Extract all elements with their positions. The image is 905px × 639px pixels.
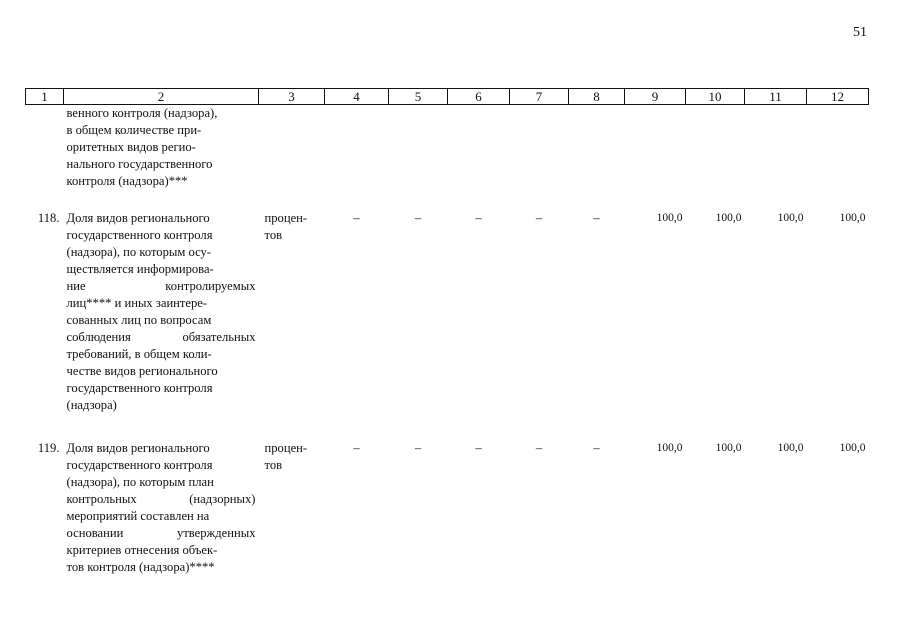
text-line: тов контроля (надзора)**** bbox=[66, 560, 215, 574]
text-line: в общем количестве при- bbox=[66, 123, 202, 137]
text-line: контроля (надзора)*** bbox=[66, 174, 188, 188]
text-line: критериев отнесения объек- bbox=[66, 543, 218, 557]
column-header-5: 5 bbox=[389, 89, 448, 105]
text-line: оритетных видов регио- bbox=[66, 140, 196, 154]
indicator-text-cell bbox=[64, 105, 259, 211]
column-header-8: 8 bbox=[569, 89, 625, 105]
value-cell-10: 100,0 bbox=[715, 212, 742, 224]
text-line: контрольных (надзорных) bbox=[66, 492, 256, 506]
value-cell-12: 100,0 bbox=[839, 212, 866, 224]
text-line: государственного контроля bbox=[66, 228, 213, 242]
value-cell-8: – bbox=[593, 211, 600, 225]
column-header-1: 1 bbox=[26, 89, 64, 105]
text-line: ние контролируемых bbox=[66, 279, 256, 293]
column-header-6: 6 bbox=[448, 89, 510, 105]
text-line: Доля видов регионального bbox=[66, 211, 210, 225]
table-row-continuation bbox=[26, 105, 869, 211]
column-header-2: 2 bbox=[64, 89, 259, 105]
value-cell-4: – bbox=[353, 211, 360, 225]
value-cell-10: 100,0 bbox=[715, 442, 742, 454]
value-cell-7: – bbox=[535, 441, 543, 455]
column-header-9: 9 bbox=[625, 89, 686, 105]
value-cell-5: – bbox=[414, 441, 422, 455]
column-header-10: 10 bbox=[686, 89, 745, 105]
text-line: Доля видов регионального bbox=[66, 441, 210, 455]
value-cell-9: 100,0 bbox=[656, 212, 683, 224]
value-cell-12: 100,0 bbox=[839, 442, 866, 454]
text-line: государственного контроля bbox=[66, 381, 213, 395]
unit-line: процен- bbox=[264, 441, 308, 455]
text-line: ществляется информирова- bbox=[66, 262, 214, 276]
value-cell-7: – bbox=[535, 211, 543, 225]
text-line: честве видов регионального bbox=[66, 364, 218, 378]
indicator-text-cell bbox=[64, 210, 259, 440]
indicator-text-cell bbox=[64, 440, 259, 576]
row-number-cell: 119. bbox=[37, 441, 60, 455]
text-line: сованных лиц по вопросам bbox=[66, 313, 212, 327]
value-cell-11: 100,0 bbox=[777, 212, 804, 224]
value-cell-6: – bbox=[475, 211, 482, 225]
text-line: (надзора) bbox=[66, 398, 117, 412]
text-line: соблюдения обязательных bbox=[66, 330, 256, 344]
value-cell-11: 100,0 bbox=[777, 442, 804, 454]
text-line: лиц**** и иных заинтере- bbox=[66, 296, 208, 310]
value-cell-9: 100,0 bbox=[656, 442, 683, 454]
column-number-header-row bbox=[26, 89, 869, 105]
column-header-4: 4 bbox=[325, 89, 389, 105]
text-line: основании утвержденных bbox=[66, 526, 256, 540]
table-row-118 bbox=[26, 210, 869, 440]
text-line: мероприятий составлен на bbox=[66, 509, 210, 523]
unit-cell bbox=[259, 210, 325, 440]
text-line: нального государственного bbox=[66, 157, 213, 171]
value-cell-6: – bbox=[475, 441, 482, 455]
text-line: требований, в общем коли- bbox=[66, 347, 212, 361]
row-number-cell bbox=[26, 105, 64, 211]
text-line: (надзора), по которым осу- bbox=[66, 245, 211, 259]
value-cell-5: – bbox=[414, 211, 422, 225]
unit-line: тов bbox=[264, 228, 283, 242]
text-line: венного контроля (надзора), bbox=[66, 106, 218, 120]
indicators-table bbox=[25, 88, 869, 576]
column-header-7: 7 bbox=[510, 89, 569, 105]
value-cell-8: – bbox=[593, 441, 600, 455]
unit-line: тов bbox=[264, 458, 283, 472]
column-header-11: 11 bbox=[745, 89, 807, 105]
row-number-cell: 118. bbox=[37, 211, 60, 225]
text-line: (надзора), по которым план bbox=[66, 475, 214, 489]
table-row-119 bbox=[26, 440, 869, 576]
text-line: государственного контроля bbox=[66, 458, 213, 472]
unit-cell bbox=[259, 440, 325, 576]
unit-line: процен- bbox=[264, 211, 308, 225]
value-cell-4: – bbox=[353, 441, 360, 455]
column-header-12: 12 bbox=[807, 89, 869, 105]
page-number: 51 bbox=[853, 25, 867, 40]
column-header-3: 3 bbox=[259, 89, 325, 105]
